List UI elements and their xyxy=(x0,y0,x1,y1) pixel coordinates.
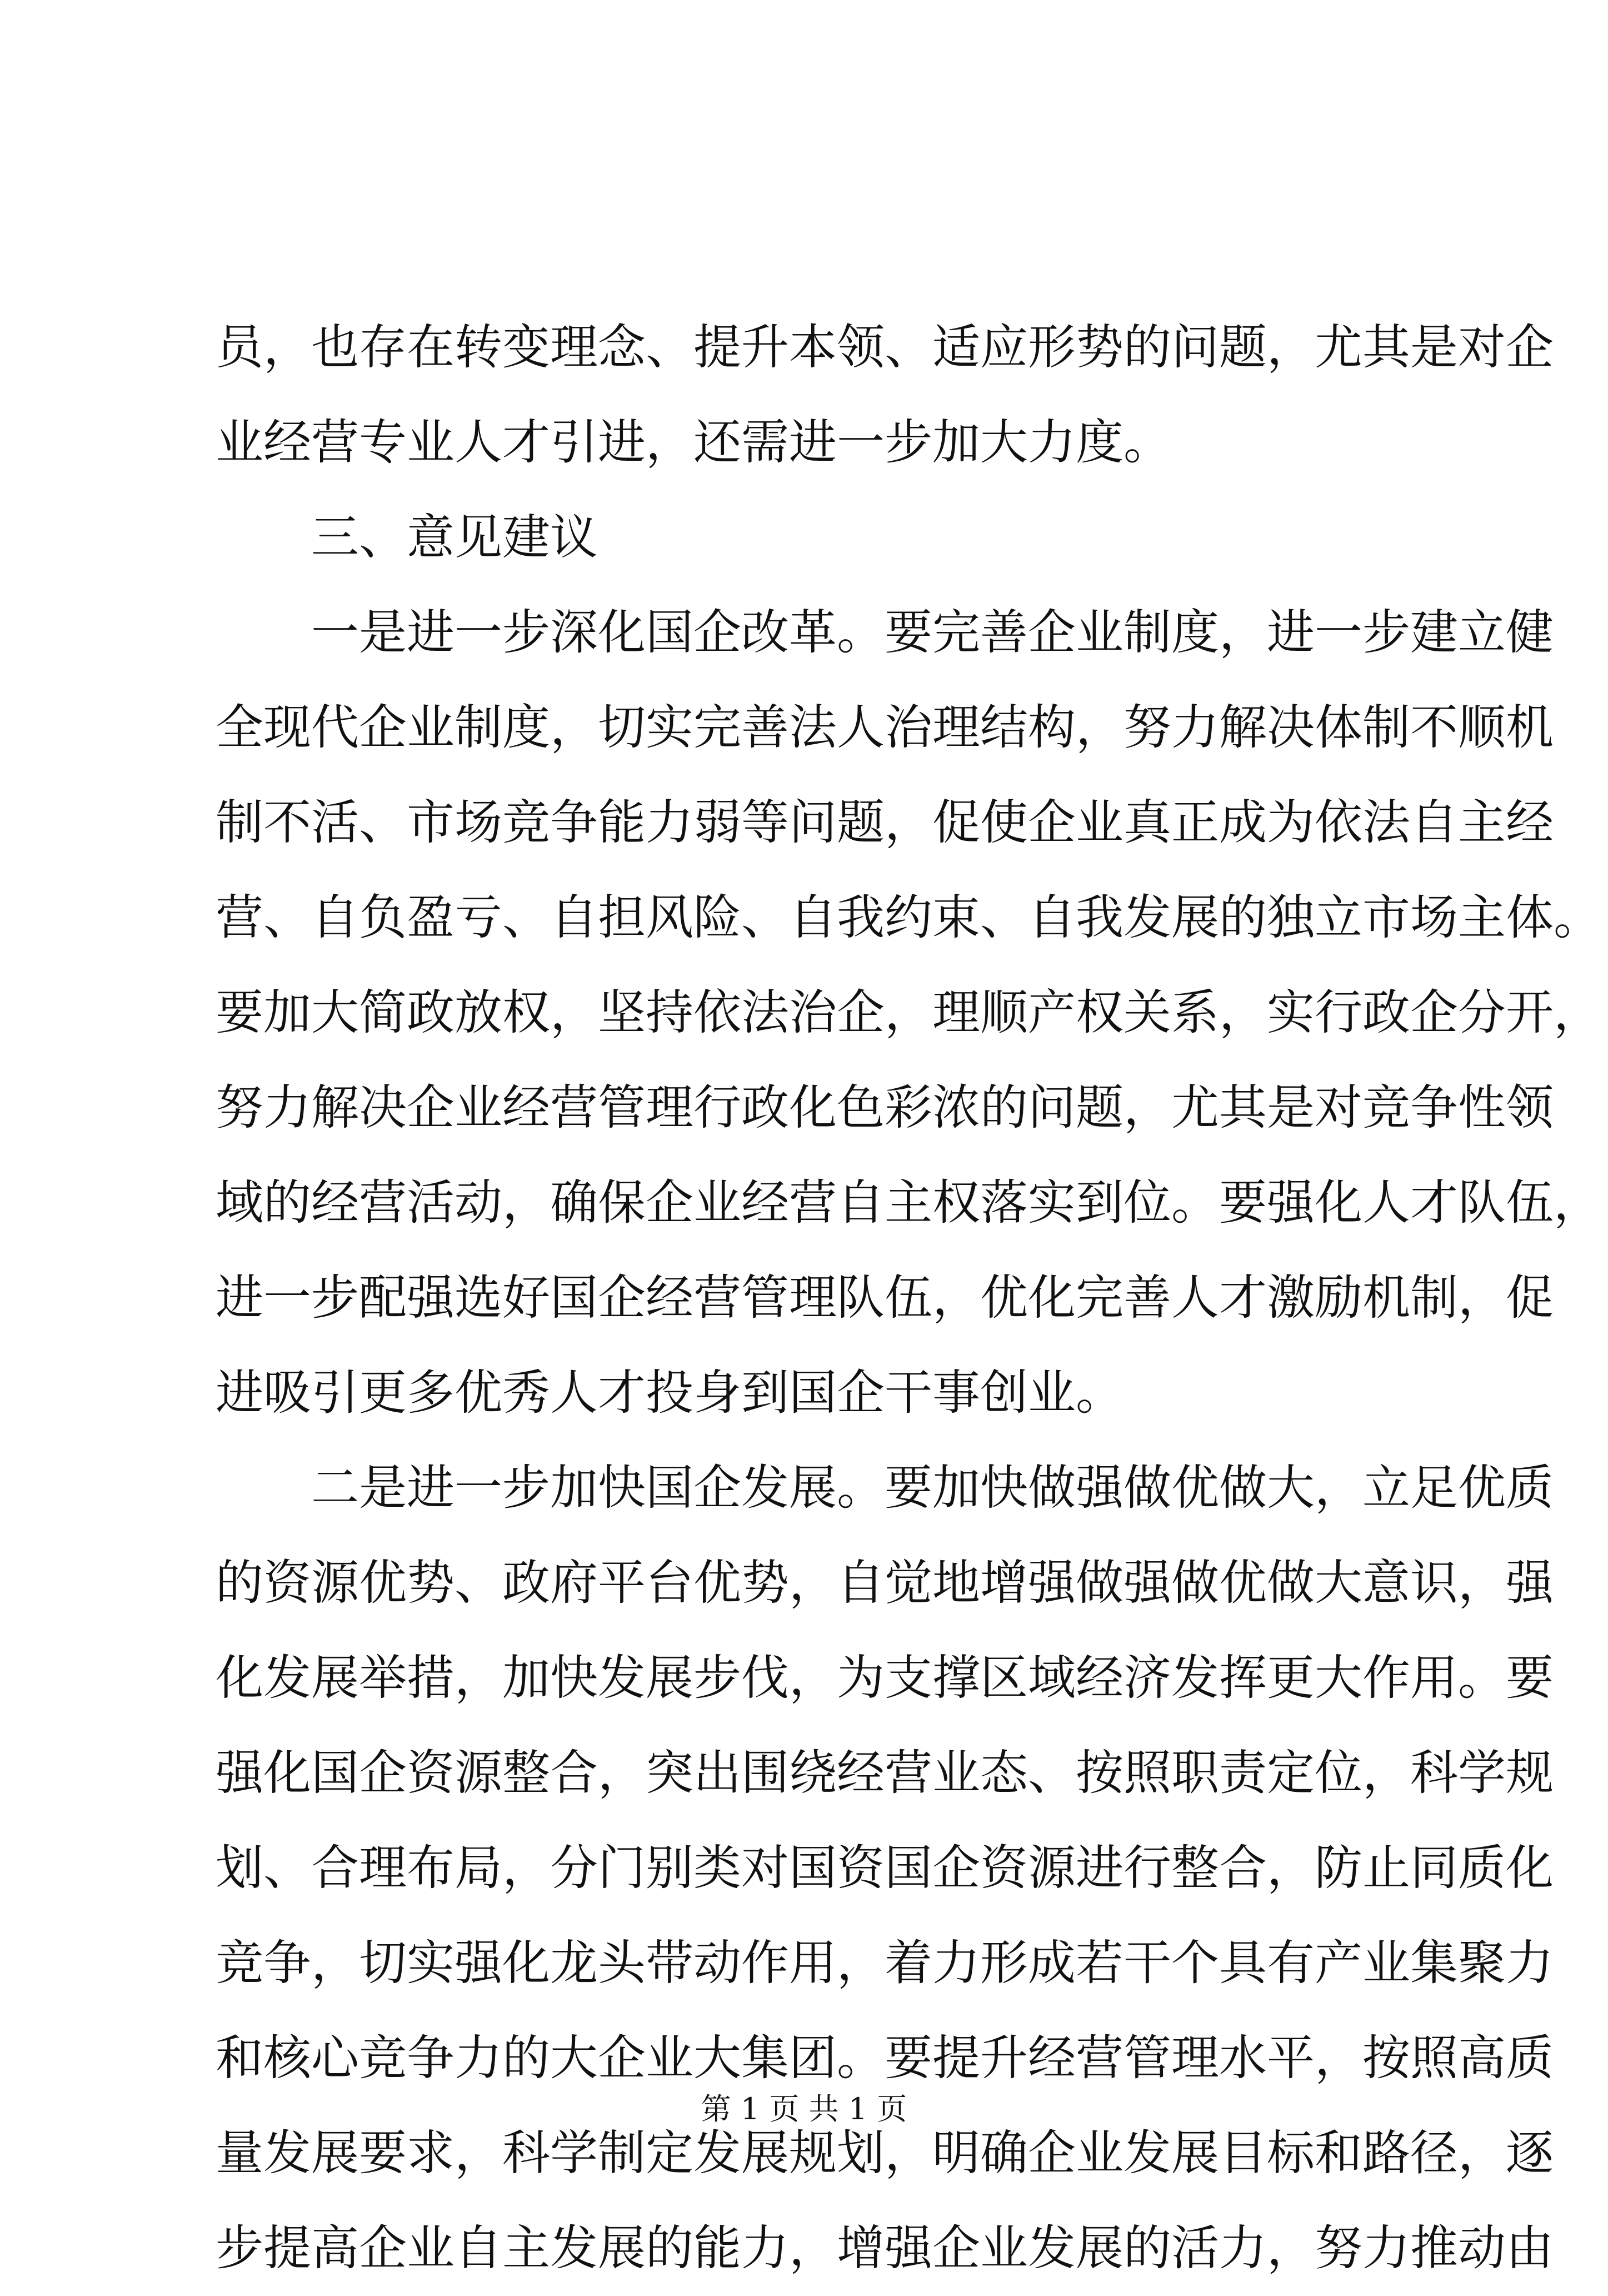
text-line: 一是进一步深化国企改革。要完善企业制度，进一步建立健 xyxy=(311,605,1554,660)
page-footer: 第 1 页 共 1 页 xyxy=(701,2091,907,2126)
paragraph-continued xyxy=(216,300,1554,490)
heading-line: 三、意见建议 xyxy=(311,510,598,565)
text-line: 全现代企业制度，切实完善法人治理结构，努力解决体制不顺机 xyxy=(216,700,1554,755)
text-line: 业经营专业人才引进，还需进一步加大力度。 xyxy=(216,415,1171,470)
document-body xyxy=(216,300,1601,2296)
text-line: 进一步配强选好国企经营管理队伍，优化完善人才激励机制，促 xyxy=(216,1270,1554,1326)
text-line: 步提高企业自主发展的能力，增强企业发展的活力，努力推动由 xyxy=(216,2220,1554,2276)
text-line: 努力解决企业经营管理行政化色彩浓的问题，尤其是对竞争性领 xyxy=(216,1080,1554,1135)
text-line: 和核心竞争力的大企业大集团。要提升经营管理水平，按照高质 xyxy=(216,2030,1554,2086)
paragraph-development xyxy=(216,1441,1554,2296)
text-line: 量发展要求，科学制定发展规划，明确企业发展目标和路径，逐 xyxy=(216,2125,1554,2181)
text-line: 竞争，切实强化龙头带动作用，着力形成若干个具有产业集聚力 xyxy=(216,1935,1554,1991)
section-heading xyxy=(216,490,1392,585)
text-line: 要加大简政放权，坚持依法治企，理顺产权关系，实行政企分开， xyxy=(216,985,1601,1040)
text-line: 化发展举措，加快发展步伐，为支撑区域经济发挥更大作用。要 xyxy=(216,1650,1554,1706)
text-line: 强化国企资源整合，突出围绕经营业态、按照职责定位，科学规 xyxy=(216,1745,1554,1801)
text-line: 制不活、市场竞争能力弱等问题，促使企业真正成为依法自主经 xyxy=(216,795,1554,850)
text-line: 进吸引更多优秀人才投身到国企干事创业。 xyxy=(216,1365,1123,1421)
text-line: 二是进一步加快国企发展。要加快做强做优做大，立足优质 xyxy=(311,1460,1554,1516)
text-line: 员，也存在转变理念、提升本领、适应形势的问题，尤其是对企 xyxy=(216,320,1554,375)
text-line: 域的经营活动，确保企业经营自主权落实到位。要强化人才队伍， xyxy=(216,1175,1601,1231)
text-line: 划、合理布局，分门别类对国资国企资源进行整合，防止同质化 xyxy=(216,1840,1554,1896)
text-line: 的资源优势、政府平台优势，自觉地增强做强做优做大意识，强 xyxy=(216,1555,1554,1611)
paragraph-reform xyxy=(216,585,1601,1441)
text-line: 营、自负盈亏、自担风险、自我约束、自我发展的独立市场主体。 xyxy=(216,890,1601,945)
